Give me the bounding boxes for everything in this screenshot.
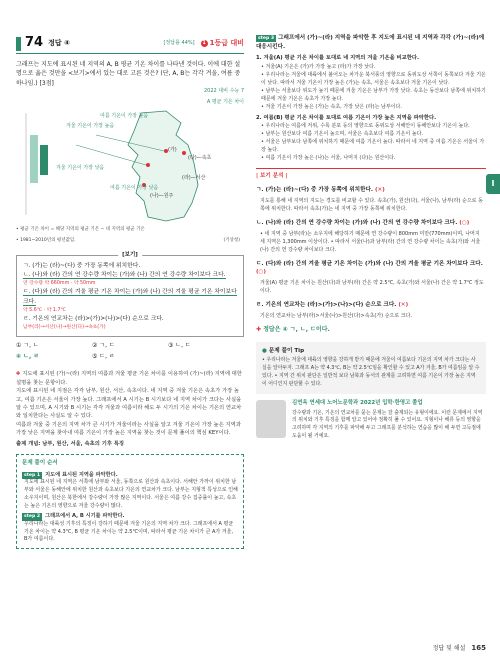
grade-icon: 1: [202, 40, 206, 47]
choice-5[interactable]: ⑤ ㄷ, ㄹ: [92, 353, 115, 361]
map-label-winter-low: 겨울 기온이 가장 낮음: [56, 164, 105, 171]
region-dot-na: [146, 163, 150, 167]
step-1-head: step 1 지도에 표시된 지역을 파악한다.: [24, 472, 118, 479]
analysis-q-4: ㄹ. 기온의 연교차는 (라)>(가)>(나)>(다) 순으로 크다. (✕): [256, 301, 409, 308]
map-figure: [16, 99, 244, 249]
bar-b-2: [40, 165, 48, 175]
bogi-title: [보기]: [118, 252, 142, 260]
answer-label: 정답 ④: [48, 39, 70, 48]
bogi-line-4: ㄹ. 기온의 연교차는 (라)>(가)>(나)>(다) 순으로 크다.: [23, 315, 164, 322]
question-source: 2022 대비 수능 7: [204, 87, 244, 94]
author-box: [256, 400, 486, 441]
bar-a-2: [40, 145, 48, 165]
choice-3[interactable]: ③ ㄴ, ㄷ: [168, 341, 191, 349]
right-item-9: • 서울은 남부보다 남쪽에 위치하기 때문에 여름 기온이 높다. 따라서 네 지역 중 여름 기온은 서울이 가장 높다.: [261, 139, 485, 154]
correct-rate: [정답률 44%]: [163, 39, 195, 46]
bar-b-1: [30, 165, 38, 183]
explanation-para-3: 여름과 겨울 중 기온의 지역 차가 큰 시기가 겨울이라는 사실을 알고 겨울 기온이 가장 높은 지역과 가장 낮은 지역을 찾아내 여름 기온이 가장 높은 지역을 찾는 것이 문제 풀이의 핵심 KEY이다.: [16, 421, 241, 437]
map-legend-title: A 평균 기온 차이: [206, 98, 244, 105]
peninsula-shape: [128, 111, 198, 221]
bar-a-1: [30, 135, 38, 165]
right-item-8: • 남부는 원산보다 여름 기온이 높으며, 서울은 속초보다 여름 기온이 높다.: [261, 131, 424, 138]
question-text: 그래프는 지도에 표시된 네 지역의 A, B 평균 기온 차이를 나타낸 것이다. 이에 대한 설명으로 옳은 것만을 <보기>에서 있는 대로 고른 것은? (단, A, B는 각각 겨울, 여름 중 하나임.) [3점] 2022 대비 수능 7: [16, 61, 244, 94]
region-dot-da: [182, 151, 186, 155]
question-header: [16, 34, 244, 54]
map-label-winter-high: 겨울 기온이 가장 높음: [66, 122, 115, 129]
answer-choices: [16, 342, 244, 362]
bogi-annotation-2: 약 5.6℃ · 약 1.7℃: [23, 307, 66, 313]
bogi-annotation-1: 연 강수량 약 660mm · 약 50mm: [23, 281, 96, 287]
bogi-box: [16, 251, 244, 337]
korea-map: [16, 105, 244, 227]
final-answer: ✚ 정답은 ④ ㄱ, ㄴ, ㄷ이다.: [256, 325, 330, 333]
map-note-2: • 1981~2010년의 평년값임.: [16, 237, 76, 243]
page-footer: [433, 643, 486, 654]
grade-badge: 1 1등급 대비: [202, 39, 244, 48]
right-item-1: 1. 겨울(A) 평균 기온 차이를 토대로 네 지역의 겨울 기온을 비교한다.: [256, 55, 420, 62]
tip-text: • 우리나라는 겨울에 대륙의 영향을 강하게 받기 때문에 겨울이 여름보다 기온의 지역 차가 크다는 사실을 알아두자. 그래프 A는 약 4.3℃, B는 약 2.5℃임을 확인할 수 있고 A가 겨울, B가 여름임을 알 수 있다. • 지역 간 위치 판단은 일반적 보다 남북과 동서의 관계를 고려하면 여름 기온이 가장 높은 지역이 어디인지 판단할 수 있다.: [262, 357, 480, 387]
map-mark-ga: (가): [168, 146, 177, 153]
map-mark-na-wonju: (나)—원주: [150, 192, 174, 199]
right-item-5: • 겨울 기온이 가장 높은 (가)는 속초, 가장 낮은 (라)는 남부이다.: [261, 103, 402, 110]
bogi-annotation-3: 남부(라)→서산(나)→원산(다)→속초(가): [23, 324, 106, 330]
map-label-summer-high: 여름 기온이 가장 높음: [100, 112, 149, 119]
right-item-2: • 겨울(A) 기온은 (가)가 가장 높고 (라)가 가장 낮다.: [261, 63, 376, 70]
step-2-text: 우리나라는 대륙성 기후의 특징이 강하기 때문에 겨울 기온의 지역 차가 크다. 그래프에서 A 평균 기온 차이는 약 4.3℃, B 평균 기온 차이는 약 2.5℃이며, 따라서 평균 기온 차이가 큰 A가 겨울, B가 여름이다.: [24, 520, 234, 543]
map-label-summer-low: 여름 기온이 가장 낮음: [110, 184, 159, 191]
author-name: 김연옥 연세대 노어노문학과 2022년 입학·한영고 졸업: [292, 399, 423, 406]
explanation: [16, 370, 244, 549]
tip-title: ● 문제 풀이 Tip: [262, 348, 305, 355]
choice-2[interactable]: ② ㄱ, ㄷ: [92, 341, 115, 349]
author-text: 강수량과 기온, 기온의 연교차를 묻는 문제는 잘 출제되는 유형이에요. 이런 문제에서 지역의 위치와 기후 특징을 함께 알고 있어야 정확히 풀 수 있어요. 지형이나 해류 등의 영향을 고려하며 각 지역의 기후를 파악해 두고 그래프를 분석하는 연습을 많이 해 두면 고득점에 도움이 될 거예요.: [292, 409, 483, 440]
analysis-body-1: 지도를 통해 네 지역의 지도는 경도를 비교할 수 있다. 속초(가), 원산(다), 서울(나), 남부(라) 순으로 동쪽에 위치한다. 따라서 속초(가)는 네 지역 중 가장 동쪽에 위치한다.: [260, 198, 483, 213]
question-column: [16, 34, 244, 549]
right-item-6: 2. 여름(B) 평균 기온 차이를 토대로 여름 기온이 가장 높은 지역을 파악한다.: [256, 114, 437, 121]
bogi-line-3: ㄷ. (다)와 (라) 간의 겨울 평균 기온 차이는 (가)와 (나) 간의 겨울 평균 기온 차이보다 크다.: [23, 289, 237, 306]
explanation-column: [256, 34, 486, 441]
bogi-analysis-title: | 보기 분석 |: [256, 168, 486, 180]
analysis-body-2: • 네 지역 중 남부(라)는 소우지에 해당하기 때문에 연 강수량이 800mm 미만(770mm)이며, 나머지 세 지역은 1,300mm 이상이다. • 따라서 서울(나)과 남부(라) 간의 연 강수량 차이는 속초(가)와 서울(나) 간의 연 강수량 차이보다 크다.: [260, 230, 481, 253]
footer-label: 정답 및 해설: [432, 645, 466, 653]
map-mark-da-sokcho: (다)—속초: [188, 154, 212, 161]
right-item-7: • 우리나라는 여름에 저위, 수록 분포 등의 영향으로 동위도상 서해안이 동해안보다 기온이 높다.: [261, 123, 470, 130]
right-item-4: • 남부는 서울보다 위도가 높기 때문에 겨울 기온은 남부가 가장 낮다. 속초는 동산보다 남쪽에 위치하기 때문에 겨울 기온은 속초가 가장 높다.: [261, 87, 486, 102]
chapter-tab[interactable]: I: [486, 174, 500, 194]
step-2-head: step 2 그래프에서 A, B 시기를 파악한다.: [24, 513, 125, 520]
choice-1[interactable]: ① ㄱ, ㄴ: [16, 341, 39, 349]
solve-steps-box: [16, 454, 244, 549]
bogi-line-2: ㄴ. (나)와 (라) 간의 연 강수량 차이는 (가)와 (나) 간의 연 강수량 차이보다 크다.: [23, 272, 226, 279]
question-bar: [16, 37, 21, 51]
analysis-body-3: 겨울(A) 평균 기온 차이는 원산(다)과 남부(라) 간은 약 2.5℃, 속초(가)와 서울(나) 간은 약 1.7℃ 정도이다.: [260, 279, 484, 294]
step-3-head: step 3 그래프에서 (가)~(라) 지역을 파악한 후 지도에 표시된 네 지역과 각각 (가)~(라)에 대응시킨다.: [256, 35, 485, 50]
analysis-body-4: 기온의 연교차는 남부(라)>서울(나)>원산(다)>속초(가) 순으로 크다.: [260, 312, 413, 319]
explanation-key: 출제 개념: 남부, 원산, 서울, 속초의 기후 특징: [16, 440, 125, 447]
choice-4[interactable]: ④ ㄴ, ㄹ: [16, 353, 40, 361]
right-item-3: • 우리나라는 겨울에 대륙에서 불어오는 차가운 북서풍의 영향으로 동위도상 서쪽이 동쪽보다 겨울 기온이 낮다. 따라서 겨울 기온이 가장 높은 (가)는 속초, 서울은 속초보다 겨울 기온이 낮다.: [261, 71, 486, 86]
map-source: (기상청): [223, 237, 240, 243]
author-avatar: [256, 400, 286, 438]
lightbulb-icon: ●: [262, 348, 267, 355]
analysis-q-2: ㄴ. (나)와 (라) 간의 연 강수량 차이는 (가)와 (나) 간의 연 강수량 차이보다 크다. (○): [256, 220, 470, 227]
question-number: 74: [25, 35, 44, 51]
explanation-para-1: ✚ 지도에 표시된 (가)~(라) 지역의 여름과 겨울 평균 기온 차이를 이용하여 (가)~(라) 지역에 대한 설명을 찾는 문항이다.: [16, 371, 242, 386]
right-item-10: • 여름 기온이 가장 높은 (나)는 서울, 나머지 (다)는 원산이다.: [261, 155, 396, 162]
map-mark-ra-seosan: (라)—서산: [182, 174, 206, 181]
tip-box: [256, 342, 486, 393]
analysis-q-1: ㄱ. (가)는 (라)~(다) 중 가장 동쪽에 위치한다. (✕): [256, 187, 385, 194]
map-note-1: • 평균 기온 차이 = 해당 지역의 평균 기온 − 네 지역의 평균 기온: [16, 226, 145, 232]
solve-title: 문제 풀이 순서: [22, 460, 58, 467]
analysis-q-3: ㄷ. (다)와 (라) 간의 겨울 평균 기온 차이는 (가)와 (나) 간의 겨울 평균 기온 차이보다 크다. (○): [256, 260, 483, 276]
bogi-line-1: ㄱ. (가)는 (라)~(다) 중 가장 동쪽에 위치한다.: [23, 262, 141, 269]
explanation-para-2: 지도에 표시된 네 지점은 각각 남부, 원산, 서산, 속초이다. 네 지역 중 겨울 기온은 속초가 가장 높고, 여름 기온은 서울이 가장 높다. 그래프에서 A 시기는 B 시기보다 네 지역 차이가 크다는 사실을 알 수 있으며, A 시기와 B 시기는 각각 겨울과 여름이라 해도 두 시기의 기온 차이는 기온의 연교차와 일치한다는 사실도 알 수 있다.: [16, 388, 242, 420]
step-1-text: 지도에 표시된 네 지역은 서쪽에 남부와 서울, 동쪽으로 원산과 속초이다. 서해안 가까이 위치한 남부와 서울은 동해안에 위치한 원산과 속초보다 기온의 연교차가 크다. 남부는 지형적 특성으로 인해 소우지이며, 원산은 북한에서 강수량이 가장 많은 지역이다. 서울은 여름 강수 집중률이 높고, 속초는 높은 기온의 영향으로 겨울 강수량이 많다.: [24, 479, 238, 509]
page-number: 165: [471, 644, 486, 653]
